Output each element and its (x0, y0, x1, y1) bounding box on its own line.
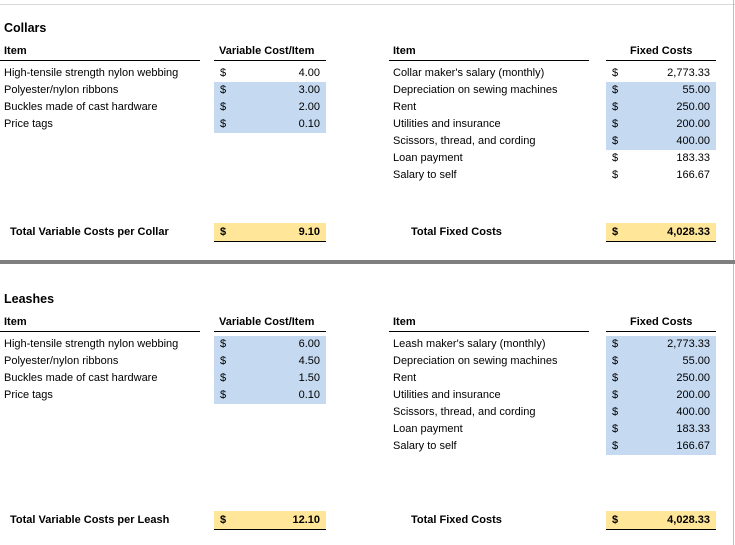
section-title: Collars (4, 21, 47, 35)
variable-cost-value: 4.00 (298, 67, 320, 79)
fixed-item-label: Collar maker's salary (monthly) (393, 67, 545, 79)
fixed-cost-value: 55.00 (682, 355, 710, 367)
fixed-item-label: Leash maker's salary (monthly) (393, 338, 546, 350)
currency-symbol: $ (612, 152, 619, 164)
fixed-item-label: Utilities and insurance (393, 118, 501, 130)
currency-symbol: $ (220, 372, 227, 384)
currency-symbol: $ (612, 406, 619, 418)
right-border (733, 0, 734, 545)
total-fixed-value: 4,028.33 (667, 514, 710, 526)
currency-symbol: $ (220, 226, 227, 238)
currency-symbol: $ (220, 389, 227, 401)
fixed-item-label: Salary to self (393, 169, 457, 181)
fixed-cost-value: 166.67 (676, 440, 710, 452)
header-fixed-costs: Fixed Costs (630, 316, 693, 328)
total-fixed-label: Total Fixed Costs (411, 514, 502, 526)
fixed-cost-value: 166.67 (676, 169, 710, 181)
fixed-item-label: Rent (393, 372, 417, 384)
variable-cost-value: 2.00 (298, 101, 320, 113)
fixed-cost-value: 2,773.33 (667, 67, 710, 79)
fixed-item-label: Depreciation on sewing machines (393, 84, 558, 96)
currency-symbol: $ (612, 514, 619, 526)
header-variable-cost: Variable Cost/Item (219, 316, 315, 328)
variable-cost-value: 0.10 (298, 118, 320, 130)
fixed-cost-value: 250.00 (676, 372, 710, 384)
top-border (0, 4, 735, 5)
header-item: Item (4, 45, 27, 57)
header-variable-cost: Variable Cost/Item (219, 45, 315, 57)
fixed-item-label: Loan payment (393, 152, 463, 164)
total-fixed-value: 4,028.33 (667, 226, 710, 238)
variable-item-label: High-tensile strength nylon webbing (4, 67, 179, 79)
fixed-item-label: Loan payment (393, 423, 463, 435)
variable-cost-value: 1.50 (298, 372, 320, 384)
variable-item-label: High-tensile strength nylon webbing (4, 338, 179, 350)
header-underline (606, 59, 716, 61)
currency-symbol: $ (220, 355, 227, 367)
fixed-item-label: Scissors, thread, and cording (393, 135, 536, 147)
header-underline (389, 330, 589, 332)
fixed-cost-value: 200.00 (676, 118, 710, 130)
header-item-fixed: Item (393, 45, 416, 57)
header-item: Item (4, 316, 27, 328)
variable-item-label: Buckles made of cast hardware (4, 101, 158, 113)
currency-symbol: $ (220, 101, 227, 113)
fixed-cost-value: 250.00 (676, 101, 710, 113)
variable-item-label: Polyester/nylon ribbons (4, 84, 119, 96)
currency-symbol: $ (612, 135, 619, 147)
section-separator (0, 260, 735, 264)
variable-cost-value: 0.10 (298, 389, 320, 401)
currency-symbol: $ (612, 169, 619, 181)
fixed-cost-value: 2,773.33 (667, 338, 710, 350)
currency-symbol: $ (612, 84, 619, 96)
currency-symbol: $ (220, 118, 227, 130)
fixed-cost-value: 183.33 (676, 423, 710, 435)
fixed-item-label: Rent (393, 101, 417, 113)
currency-symbol: $ (612, 355, 619, 367)
fixed-item-label: Depreciation on sewing machines (393, 355, 558, 367)
total-variable-value: 12.10 (292, 514, 320, 526)
section-title: Leashes (4, 292, 55, 306)
currency-symbol: $ (612, 389, 619, 401)
fixed-cost-value: 55.00 (682, 84, 710, 96)
currency-symbol: $ (612, 440, 619, 452)
header-fixed-costs: Fixed Costs (630, 45, 693, 57)
currency-symbol: $ (612, 372, 619, 384)
variable-item-label: Polyester/nylon ribbons (4, 355, 119, 367)
variable-cost-value: 3.00 (298, 84, 320, 96)
currency-symbol: $ (612, 118, 619, 130)
variable-cost-value: 6.00 (298, 338, 320, 350)
header-underline (214, 330, 326, 332)
fixed-cost-value: 400.00 (676, 406, 710, 418)
header-underline (606, 330, 716, 332)
header-underline (389, 59, 589, 61)
header-underline (214, 59, 326, 61)
currency-symbol: $ (612, 67, 619, 79)
total-variable-label: Total Variable Costs per Collar (10, 226, 169, 238)
header-item-fixed: Item (393, 316, 416, 328)
fixed-item-label: Salary to self (393, 440, 457, 452)
currency-symbol: $ (612, 226, 619, 238)
total-variable-label: Total Variable Costs per Leash (10, 514, 170, 526)
currency-symbol: $ (612, 338, 619, 350)
currency-symbol: $ (220, 514, 227, 526)
currency-symbol: $ (220, 67, 227, 79)
total-fixed-label: Total Fixed Costs (411, 226, 502, 238)
fixed-cost-value: 400.00 (676, 135, 710, 147)
fixed-cost-value: 183.33 (676, 152, 710, 164)
variable-cost-value: 4.50 (298, 355, 320, 367)
header-underline (0, 330, 200, 332)
currency-symbol: $ (220, 338, 227, 350)
currency-symbol: $ (612, 423, 619, 435)
fixed-item-label: Scissors, thread, and cording (393, 406, 536, 418)
header-underline (0, 59, 200, 61)
fixed-cost-value: 200.00 (676, 389, 710, 401)
fixed-item-label: Utilities and insurance (393, 389, 501, 401)
total-variable-value: 9.10 (298, 226, 320, 238)
currency-symbol: $ (612, 101, 619, 113)
variable-item-label: Price tags (4, 118, 53, 130)
variable-item-label: Price tags (4, 389, 53, 401)
variable-item-label: Buckles made of cast hardware (4, 372, 158, 384)
currency-symbol: $ (220, 84, 227, 96)
